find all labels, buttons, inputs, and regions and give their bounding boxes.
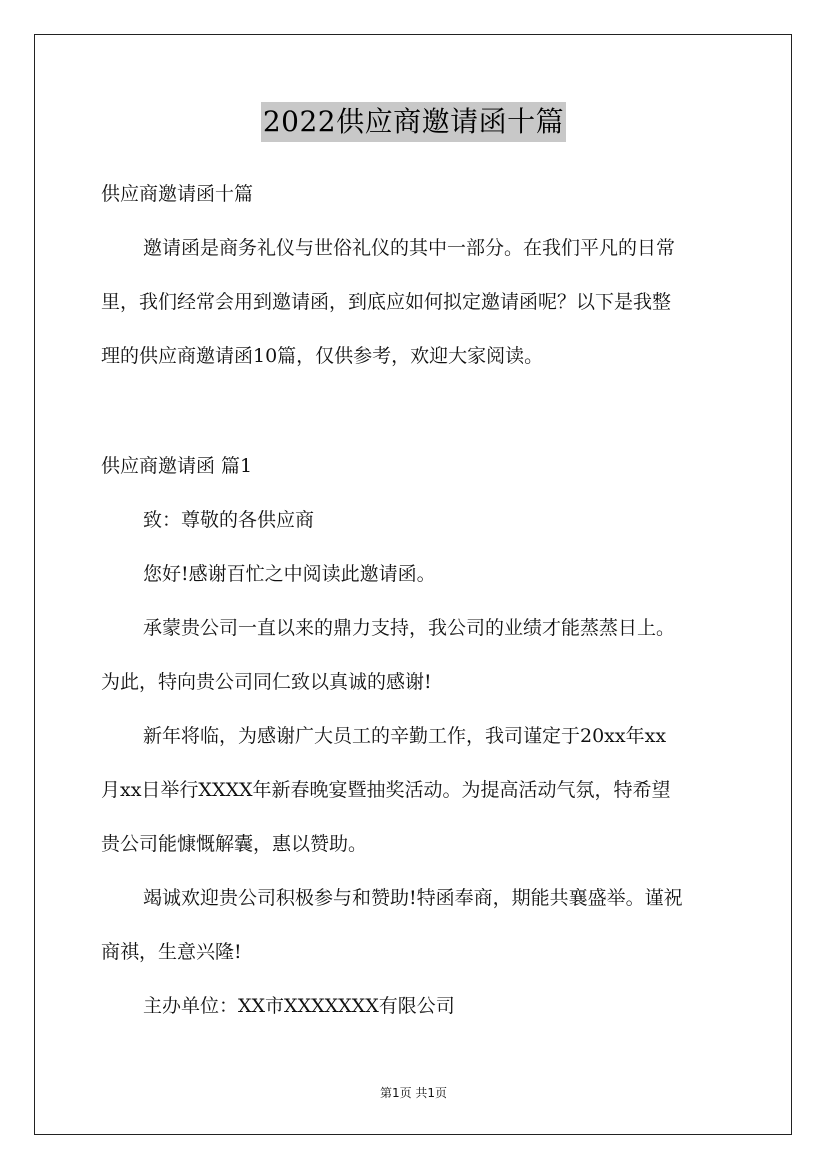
body-line-1: 承蒙贵公司一直以来的鼎力支持，我公司的业绩才能蒸蒸日上。 xyxy=(143,617,676,639)
body-line-4: 月xx日举行XXXX年新春晚宴暨抽奖活动。为提高活动气氛，特希望 xyxy=(101,779,671,801)
greeting-line: 您好!感谢百忙之中阅读此邀请函。 xyxy=(143,563,436,585)
subtitle: 供应商邀请函十篇 xyxy=(101,183,254,205)
organizer-line: 主办单位：XX市XXXXXXX有限公司 xyxy=(143,995,455,1017)
page-footer: 第1页 共1页 xyxy=(379,1086,448,1100)
intro-line-2: 里，我们经常会用到邀请函，到底应如何拟定邀请函呢？以下是我整 xyxy=(101,291,672,313)
body-line-2: 为此，特向贵公司同仁致以真诚的感谢! xyxy=(101,671,432,693)
title-area xyxy=(0,102,827,142)
intro-line-1: 邀请函是商务礼仪与世俗礼仪的其中一部分。在我们平凡的日常 xyxy=(143,237,676,259)
section-heading: 供应商邀请函 篇1 xyxy=(101,455,253,477)
document-title: 2022供应商邀请函十篇 xyxy=(261,102,566,142)
body-line-5: 贵公司能慷慨解囊，惠以赞助。 xyxy=(101,833,368,855)
body-line-7: 商祺，生意兴隆! xyxy=(101,941,242,963)
body-line-6: 竭诚欢迎贵公司积极参与和赞助!特函奉商，期能共襄盛举。谨祝 xyxy=(143,887,683,909)
intro-line-3: 理的供应商邀请函10篇，仅供参考，欢迎大家阅读。 xyxy=(101,345,544,367)
salutation: 致：尊敬的各供应商 xyxy=(143,509,315,531)
body-line-3: 新年将临，为感谢广大员工的辛勤工作，我司谨定于20xx年xx xyxy=(143,725,667,747)
